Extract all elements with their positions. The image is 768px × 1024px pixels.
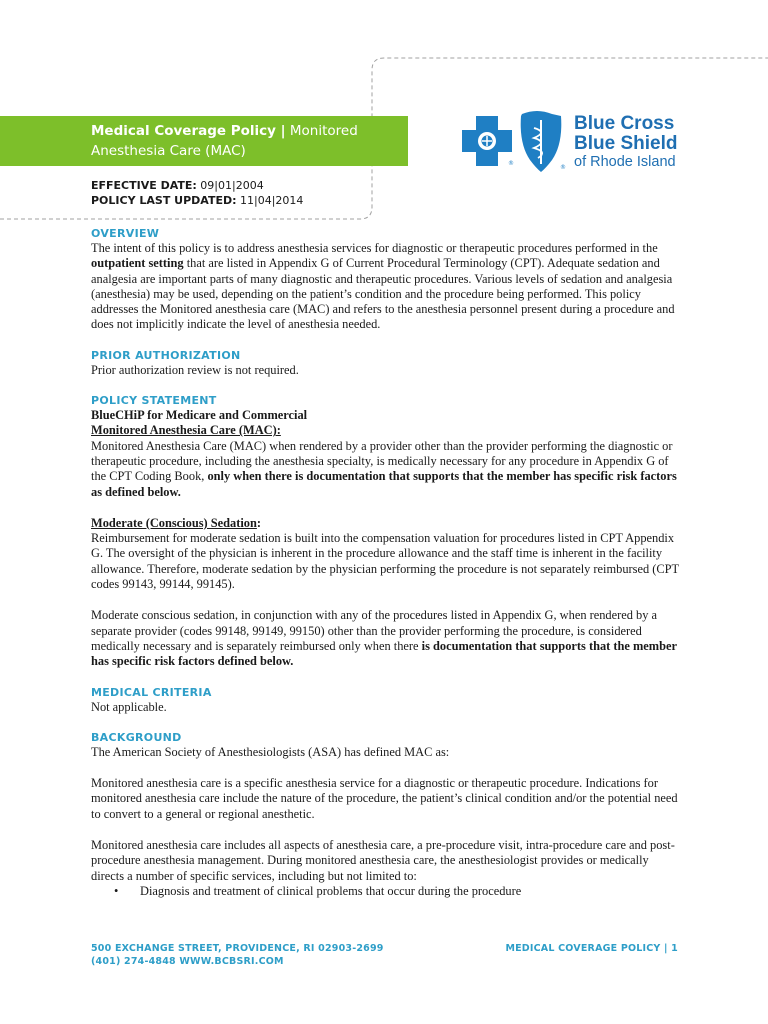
prior-auth-heading: PRIOR AUTHORIZATION xyxy=(91,348,241,362)
svg-text:®: ® xyxy=(508,160,514,167)
logo-line3: of Rhode Island xyxy=(574,154,676,170)
footer-address xyxy=(91,943,384,968)
last-updated-date: POLICY LAST UPDATED: 11|04|2014 xyxy=(91,194,304,207)
medical-criteria-text: Not applicable. xyxy=(91,699,167,714)
policy-body xyxy=(91,226,681,899)
mac-paragraph: Monitored Anesthesia Care (MAC) when rendered by a provider other than the provider performing the diagnostic or therapeutic procedure, including the anesthesia specialty, is medically necessary for any procedure in Appendix G of the CPT Coding Book, only when there is documentation that supports that the member has specific risk factors as defined below. xyxy=(91,438,677,499)
policy-dates xyxy=(91,178,303,208)
svg-text:®: ® xyxy=(560,164,566,171)
overview-heading: OVERVIEW xyxy=(91,227,160,240)
background-intro: The American Society of Anesthesiologists (ASA) has defined MAC as: xyxy=(91,744,450,759)
blue-cross-icon xyxy=(462,116,514,167)
background-definition: Monitored anesthesia care is a specific anesthesia service for a diagnostic or therapeutic procedure. Indications for monitored anesthesia care include the nature of the procedure, the patient’s clinical condition and/or the potential need to convert to a general or regional anesthetic. xyxy=(91,776,678,821)
title-line2: Anesthesia Care (MAC) xyxy=(91,143,246,159)
logo-line1: Blue Cross xyxy=(574,113,675,134)
policy-title xyxy=(91,121,391,161)
footer-street: 500 EXCHANGE STREET, PROVIDENCE, RI 02903-2699 xyxy=(91,943,384,954)
conscious-sedation-paragraph: Moderate conscious sedation, in conjunction with any of the procedures listed in Appendix G, when rendered by a separate provider (codes 99148, 99149, 99150) other than the provider performing the procedure, is considered medically necessary and is separately reimbursed only when there is documentation that supports that the member has specific risk factors defined below. xyxy=(91,608,677,669)
policy-statement-heading: POLICY STATEMENT xyxy=(91,394,217,408)
background-heading: BACKGROUND xyxy=(91,730,182,744)
policy-subheading-products: BlueCHiP for Medicare and Commercial xyxy=(91,408,308,423)
footer-page-label: MEDICAL COVERAGE POLICY | 1 xyxy=(505,943,678,954)
overview-text: The intent of this policy is to address anesthesia services for diagnostic or therapeutic procedures performed in the outpatient setting that are listed in Appendix G of Current Procedural Terminology (CPT). Adequate sedation and analgesia are important parts of many diagnostic and therapeutic procedures. Various levels of sedation and analgesia (anesthesia) may be used, depending on the patient’s condition and the procedure being performed. This policy addresses the Monitored anesthesia care (MAC) and refers to the anesthesia personnel present during a procedure and does not implicitly indicate the level of anesthesia needed. xyxy=(91,241,675,332)
services-list xyxy=(91,884,681,899)
footer-contact: (401) 274-4848 WWW.BCBSRI.COM xyxy=(91,955,284,967)
policy-subheading-moderate: Moderate (Conscious) Sedation: xyxy=(91,515,262,530)
list-item: • Diagnosis and treatment of clinical problems that occur during the procedure xyxy=(114,883,522,898)
logo-line2: Blue Shield xyxy=(574,133,678,154)
background-services: Monitored anesthesia care includes all aspects of anesthesia care, a pre-procedure visit, intra-procedure care and post-procedure anesthesia management. During monitored anesthesia care, the anesthesiologist provides or medically directs a number of specific services, including but not limited to: xyxy=(91,838,675,883)
title-bold: Medical Coverage Policy | xyxy=(91,123,286,139)
bullet-icon: • xyxy=(114,883,119,898)
medical-criteria-heading: MEDICAL CRITERIA xyxy=(91,685,212,699)
prior-auth-text: Prior authorization review is not required. xyxy=(91,362,299,377)
blue-shield-icon xyxy=(521,111,566,172)
title-rest: Monitored xyxy=(285,123,358,139)
moderate-sedation-paragraph: Reimbursement for moderate sedation is built into the compensation valuation for procedures listed in CPT Appendix G. The oversight of the physician is inherent in the procedure allowance and the staff time is inherent in the facility allowance. Therefore, moderate sedation by the physician performing the procedure is not separately reimbursed (CPT codes 99143, 99144, 99145). xyxy=(91,531,679,592)
bcbs-logo xyxy=(462,108,682,178)
policy-subheading-mac: Monitored Anesthesia Care (MAC): xyxy=(91,423,281,438)
effective-date: EFFECTIVE DATE: 09|01|2004 xyxy=(91,179,264,192)
